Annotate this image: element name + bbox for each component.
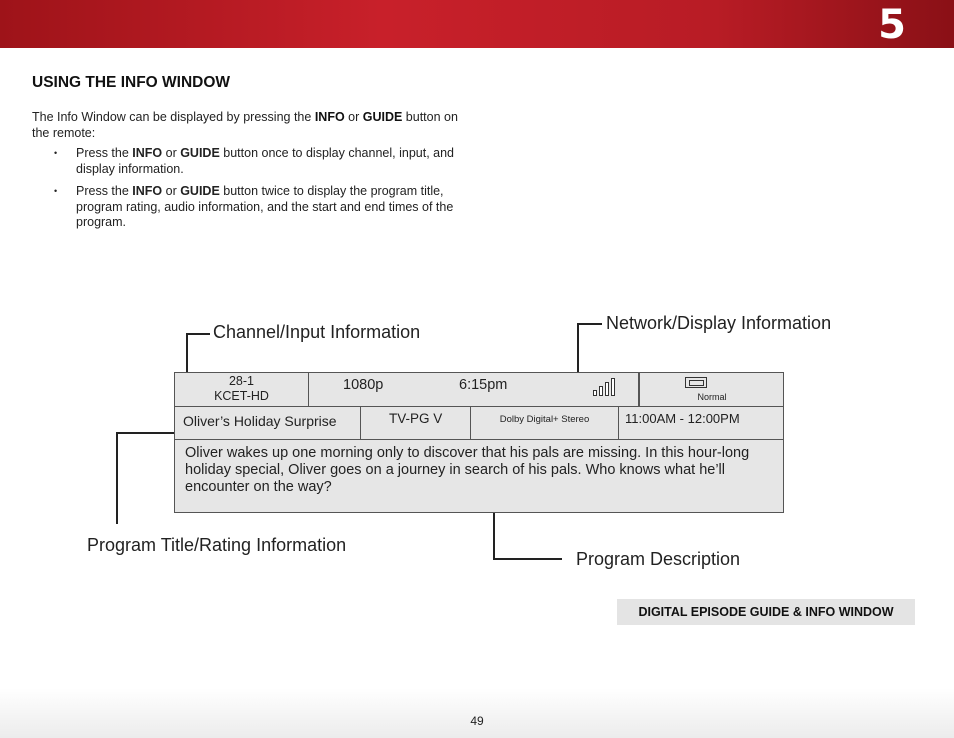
section-title: USING THE INFO WINDOW [32,74,231,91]
display-mode: Normal [697,392,727,402]
channel-number: 28-1 [228,374,255,388]
intro-paragraph [32,109,472,141]
list-item [54,146,474,177]
leader-line [577,323,579,376]
info-window-mockup [174,372,784,513]
chapter-number: 5 [878,2,906,48]
resolution: 1080p [343,377,384,393]
display-mode-icon [685,377,707,388]
info-key-label: INFO [132,184,163,198]
figure-caption: DIGITAL EPISODE GUIDE & INFO WINDOW [617,599,915,625]
info-key-label: INFO [314,110,345,124]
guide-key-label: GUIDE [180,146,220,160]
leader-line [116,432,182,434]
leader-line [493,558,562,560]
or-word: or [162,146,181,160]
guide-key-label: GUIDE [362,110,403,124]
guide-key-label: GUIDE [180,184,220,198]
intro-text-2: button on the remote: [32,110,458,140]
leader-line [577,323,602,325]
clock: 6:15pm [459,377,508,393]
program-rating: TV-PG V [361,407,471,440]
channel-name: KCET-HD [214,389,269,403]
channel-cell [175,373,309,407]
program-times: 11:00AM - 12:00PM [619,407,784,440]
intro-text-1: The Info Window can be displayed by pressing the [32,110,315,124]
display-mode-cell [639,373,784,407]
leader-line [186,333,210,335]
callout-network-display: Network/Display Information [606,313,832,333]
or-word: or [162,184,181,198]
bullet-text: Press the [76,146,133,160]
audio-info: Dolby Digital+ Stereo [471,407,619,440]
program-title: Oliver’s Holiday Surprise [175,407,361,440]
callout-channel-input: Channel/Input Information [213,322,421,342]
instruction-list [54,146,474,238]
info-key-label: INFO [132,146,163,160]
bullet-text: Press the [76,184,133,198]
leader-line [116,432,118,524]
bullet-text: button twice to display the program title, program rating, audio information, and the start and end times of the program. [76,184,454,229]
resolution-time-cell [309,373,639,407]
header-bar [0,0,954,48]
page-number: 49 [470,714,484,728]
or-word: or [344,110,363,124]
signal-strength-icon [593,377,619,396]
bullet-text: button once to display channel, input, and display information. [76,146,454,176]
callout-program-title-rating: Program Title/Rating Information [87,535,347,555]
program-description: Oliver wakes up one morning only to discover that his pals are missing. In this hour-long holiday special, Oliver goes on a journey in search of his pals. Who knows what he’ll encounter on the way? [185,445,750,495]
list-item [54,184,474,231]
footer [0,688,954,738]
callout-program-description: Program Description [576,549,741,569]
